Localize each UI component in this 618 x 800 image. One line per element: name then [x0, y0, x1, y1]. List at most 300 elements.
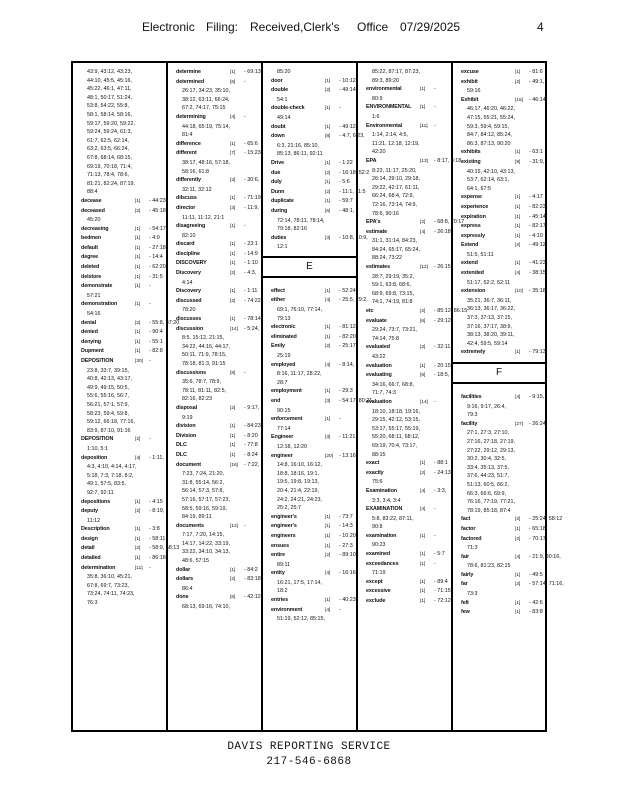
- index-count: [12]: [230, 523, 239, 529]
- index-continuation: 56:14, 57:3, 57:8,: [182, 488, 224, 495]
- index-count: [1]: [515, 610, 521, 616]
- index-count: [1]: [515, 204, 521, 210]
- index-continuation: 29:24, 73:7, 73:21,: [372, 327, 417, 334]
- index-refs: - 25:5, 29:2,: [339, 297, 368, 304]
- header-filing: Filing:: [206, 20, 239, 34]
- index-continuation: 8:23, 11:17, 25:20,: [372, 167, 417, 174]
- index-continuation: 83:9, 87:10, 91:16: [87, 427, 131, 434]
- index-continuation: 12:18, 12:20: [277, 443, 307, 450]
- index-entry: [461, 553, 561, 563]
- index-count: [1]: [420, 363, 426, 369]
- index-frame: [71, 61, 564, 732]
- index-word: duplicate: [271, 198, 294, 205]
- index-continuation: 48:6, 57:15: [182, 558, 209, 565]
- index-entry: [176, 287, 258, 297]
- index-refs: -: [434, 104, 436, 111]
- index-continuation: 38:12, 63:11, 66:24,: [182, 96, 230, 103]
- index-word: employed: [271, 361, 296, 368]
- index-refs: - 49:12: [339, 123, 356, 130]
- index-refs: - 59:7: [339, 198, 353, 205]
- index-word: denied: [81, 329, 98, 336]
- index-refs: - 5:24,: [244, 325, 260, 332]
- index-count: [4]: [325, 362, 331, 368]
- index-refs: - 70:17,: [529, 535, 548, 542]
- index-refs: - 32:11,: [434, 344, 452, 351]
- index-entry: [176, 451, 258, 461]
- index-count: [1]: [515, 526, 521, 532]
- index-word: exactly: [366, 469, 384, 476]
- index-word: entire: [271, 552, 286, 559]
- index-word: Drive: [271, 159, 284, 166]
- index-word: determination: [81, 564, 116, 571]
- index-entry: [366, 307, 468, 317]
- index-continuation: 63:2, 63:5, 66:24,: [87, 146, 129, 153]
- index-continuation: 34:22, 44:16, 44:17,: [182, 343, 230, 350]
- index-entry: [271, 323, 356, 333]
- index-refs: - 88:1: [434, 460, 448, 467]
- index-refs: - 30:6,: [244, 177, 260, 184]
- index-refs: - 9:17,: [244, 404, 260, 411]
- index-word: DEPOSITION: [81, 436, 114, 443]
- index-entry: [461, 259, 546, 269]
- index-word: Discovery: [176, 270, 201, 277]
- index-entry: [81, 347, 163, 357]
- index-entry: [81, 525, 160, 535]
- index-entry: [176, 593, 263, 603]
- index-count: [1]: [230, 261, 236, 267]
- index-word: detailed: [81, 555, 101, 562]
- index-word: evaluate: [366, 317, 387, 324]
- index-refs: - 9:15,: [529, 394, 545, 400]
- index-entry: [81, 197, 166, 207]
- index-entry: [271, 361, 355, 371]
- index-entry: [81, 338, 163, 348]
- index-continuation: 54:1: [277, 96, 288, 103]
- index-count: [6]: [420, 373, 426, 379]
- index-entry: [366, 362, 451, 372]
- index-count: [1]: [515, 233, 521, 239]
- index-entry: [176, 250, 258, 260]
- index-continuation: 9:16, 9:17, 26:4,: [467, 403, 506, 410]
- index-word: down: [271, 133, 285, 140]
- index-word: default: [81, 244, 98, 251]
- index-refs: - 82:17: [529, 223, 546, 230]
- index-column-5: [453, 63, 564, 730]
- page-number: 4: [537, 20, 544, 34]
- index-word: evaluated: [366, 344, 390, 351]
- index-entry: [271, 452, 358, 462]
- index-refs: -: [339, 105, 341, 112]
- index-count: [1]: [230, 70, 236, 75]
- index-count: [1]: [135, 330, 141, 336]
- index-continuation: 75:6: [372, 479, 383, 486]
- index-entry: [81, 207, 168, 217]
- index-continuation: 67:8, 69:7, 73:23,: [87, 582, 129, 589]
- index-continuation: 4:3, 4:10, 4:14, 4:17,: [87, 464, 137, 471]
- index-refs: -: [149, 436, 151, 443]
- index-count: [1]: [135, 284, 141, 290]
- index-refs: -: [434, 532, 436, 539]
- index-refs: - 8:17, 8:18,: [434, 157, 463, 164]
- index-continuation: 88:15: [372, 451, 386, 458]
- index-continuation: 49:9, 49:15, 50:5,: [87, 384, 129, 391]
- index-continuation: 86:4: [182, 585, 193, 592]
- index-count: [4]: [515, 554, 521, 560]
- index-continuation: 8:16, 11:17, 28:22,: [277, 371, 322, 378]
- index-continuation: 37:6, 44:23, 51:7,: [467, 473, 509, 480]
- index-continuation: 18:8, 18:16, 19:1,: [277, 470, 319, 477]
- index-refs: -: [244, 369, 246, 376]
- index-entry: [461, 420, 548, 430]
- index-word: during: [271, 207, 288, 214]
- index-entry: [81, 273, 163, 283]
- index-continuation: 69:1, 76:10, 77:14,: [277, 307, 322, 314]
- index-word: decreasing: [81, 225, 109, 232]
- index-refs: - 1:10: [244, 260, 258, 267]
- index-word: determined: [176, 78, 205, 85]
- index-entry: [271, 542, 353, 552]
- index-word: eliminated: [271, 333, 297, 340]
- index-refs: - 10:20: [339, 532, 356, 539]
- index-entry: [366, 343, 452, 353]
- index-entry: [461, 158, 545, 168]
- index-refs: - 84:23: [244, 423, 261, 430]
- index-count: [4]: [230, 114, 236, 120]
- index-count: [1]: [515, 70, 521, 75]
- index-word: demonstrate: [81, 283, 113, 290]
- index-word: duly: [271, 179, 282, 186]
- index-count: [1]: [135, 255, 141, 261]
- index-continuation: 88:4: [87, 189, 98, 196]
- index-continuation: 28:7, 29:19, 35:2,: [372, 273, 414, 280]
- index-continuation: 85:13, 86:11, 92:11: [277, 151, 323, 158]
- index-word: Division: [176, 432, 197, 439]
- index-entry: [176, 522, 255, 532]
- index-count: [11]: [135, 565, 143, 571]
- index-word: denying: [81, 338, 101, 345]
- index-continuation: 72:14, 78:11, 78:14,: [277, 217, 325, 224]
- index-count: [4]: [325, 607, 331, 613]
- index-count: [1]: [230, 424, 236, 430]
- index-refs: - 8:14,: [339, 361, 355, 368]
- index-continuation: 44:10, 45:5, 45:16,: [87, 77, 132, 84]
- index-column-1: [73, 63, 180, 730]
- index-entry: [271, 77, 356, 87]
- index-entry: [461, 78, 545, 88]
- index-refs: -: [434, 506, 436, 513]
- index-entry: [366, 578, 448, 588]
- index-continuation: 56:21, 57:1, 57:9,: [87, 401, 129, 408]
- index-count: [7]: [230, 151, 236, 157]
- index-count: [4]: [135, 455, 141, 461]
- index-entry: [461, 222, 546, 232]
- index-refs: - 52:24: [339, 287, 356, 294]
- index-continuation: 53:8, 54:22, 55:8,: [87, 103, 129, 110]
- index-refs: - 73:7: [339, 513, 353, 520]
- index-entry: [81, 244, 166, 254]
- index-refs: -: [149, 301, 151, 308]
- index-continuation: 36:13, 36:17, 36:22,: [467, 306, 515, 313]
- index-entry: [81, 544, 180, 554]
- index-count: [6]: [325, 208, 331, 214]
- index-continuation: 7:23, 7:24, 21:20,: [182, 471, 224, 478]
- index-continuation: 31:1, 31:14, 84:23,: [372, 238, 417, 245]
- index-continuation: 69:19, 70:18, 71:4,: [87, 163, 132, 170]
- index-entry: [461, 269, 548, 279]
- index-count: [3]: [515, 582, 521, 588]
- index-refs: -: [339, 416, 341, 423]
- index-entry: [176, 204, 259, 214]
- index-word: door: [271, 77, 283, 84]
- index-continuation: 9:19: [182, 414, 193, 421]
- index-word: environment: [271, 606, 303, 613]
- index-continuation: 25:19: [277, 353, 291, 360]
- index-continuation: 51:5, 51:11: [467, 251, 494, 258]
- index-entry: [461, 515, 563, 525]
- index-continuation: 18:2: [277, 588, 288, 595]
- index-continuation: 29:22, 42:17, 61:11,: [372, 184, 420, 191]
- index-word: entity: [271, 570, 285, 577]
- index-word: EPA: [366, 157, 377, 164]
- index-entry: [176, 240, 258, 250]
- index-continuation: 92:7, 92:11: [87, 489, 114, 496]
- index-word: Dupment: [81, 348, 104, 355]
- index-continuation: 33:22, 34:10, 34:13,: [182, 549, 230, 556]
- index-refs: -: [244, 78, 246, 85]
- index-refs: - 26:15,: [434, 264, 453, 271]
- index-count: [4]: [515, 395, 521, 400]
- index-count: [1]: [135, 527, 141, 533]
- index-count: [1]: [420, 589, 426, 595]
- index-count: [1]: [515, 214, 521, 220]
- index-continuation: 68:9, 69:8, 73:15,: [372, 290, 414, 297]
- index-continuation: 59:1, 63:8, 68:6,: [372, 282, 411, 289]
- index-count: [2]: [325, 189, 331, 195]
- index-entry: [461, 580, 564, 590]
- index-refs: -: [244, 223, 246, 230]
- index-continuation: 51:13, 60:5, 66:2,: [467, 481, 509, 488]
- index-continuation: 73:24, 74:11, 74:23,: [87, 591, 135, 598]
- index-entry: [461, 348, 546, 358]
- index-count: [1]: [135, 339, 141, 345]
- index-continuation: 1:10, 5:1: [87, 445, 108, 452]
- index-count: [1]: [420, 579, 426, 585]
- index-refs: - 55:8, 87:20: [149, 319, 180, 326]
- index-word: expense: [461, 194, 482, 201]
- index-entry: [271, 551, 358, 561]
- index-continuation: 80:9: [372, 95, 383, 102]
- index-word: extension: [461, 288, 486, 295]
- index-refs: - 23:1: [244, 241, 258, 248]
- index-word: dollars: [176, 576, 193, 583]
- index-continuation: 20:4, 21:4, 22:19,: [277, 487, 319, 494]
- index-refs: - 54:17, 80:21,: [339, 398, 374, 404]
- index-word: ensues: [271, 542, 289, 549]
- index-entry: [81, 328, 163, 338]
- index-continuation: 16:21, 17:5, 17:14,: [277, 579, 322, 586]
- index-word: DISCOVERY: [176, 260, 207, 267]
- index-refs: - 57:14, 71:16,: [529, 581, 564, 588]
- index-entry: [81, 319, 180, 329]
- index-count: [2]: [135, 320, 141, 326]
- index-word: effect: [271, 287, 285, 294]
- index-count: [1]: [515, 150, 521, 156]
- index-word: factor: [461, 525, 476, 532]
- index-entry: [271, 287, 356, 297]
- index-word: duties: [271, 234, 287, 241]
- index-refs: - 20:15: [434, 362, 451, 369]
- index-count: [1]: [515, 600, 521, 606]
- index-count: [1]: [135, 349, 141, 355]
- index-entry: [271, 178, 350, 188]
- index-refs: - 42:12,: [244, 594, 263, 601]
- index-refs: - 77:8: [244, 442, 258, 449]
- index-refs: - 1:11,: [149, 454, 164, 461]
- index-continuation: 84:24, 65:17, 65:24,: [372, 246, 420, 253]
- index-continuation: 81:21, 82:24, 87:19,: [87, 180, 135, 187]
- index-word: doubt: [271, 123, 286, 130]
- index-continuation: 76:16, 77:19, 77:21,: [467, 499, 515, 506]
- index-word: director: [176, 204, 196, 211]
- index-count: [1]: [515, 572, 521, 578]
- index-continuation: 47:15, 55:21, 55:24,: [467, 114, 515, 121]
- index-entry: [461, 241, 548, 251]
- index-word: engineer: [271, 452, 293, 459]
- index-continuation: 45:20: [87, 217, 101, 224]
- index-continuation: 48:1, 50:17, 51:24,: [87, 94, 132, 101]
- section-letter: F: [453, 362, 545, 384]
- index-count: [30]: [135, 359, 144, 364]
- index-entry: [176, 441, 258, 451]
- index-continuation: 12:1: [277, 244, 288, 251]
- index-count: [1]: [135, 274, 141, 280]
- index-continuation: 38:17, 48:16, 57:18,: [182, 159, 230, 166]
- index-count: [1]: [420, 87, 426, 93]
- index-continuation: 71:3: [467, 545, 478, 552]
- index-count: [1]: [420, 533, 426, 539]
- index-entry: [176, 68, 261, 78]
- index-continuation: 90:23: [372, 542, 386, 549]
- index-count: [8]: [325, 134, 331, 140]
- index-count: [1]: [420, 105, 426, 111]
- index-word: expressly: [461, 232, 485, 239]
- index-word: employment: [271, 388, 302, 395]
- index-entry: [81, 564, 160, 574]
- index-count: [2]: [515, 536, 521, 542]
- index-word: Discovery: [176, 288, 201, 295]
- index-word: document: [176, 461, 201, 468]
- index-continuation: 7:17, 7:20, 14:15,: [182, 532, 224, 539]
- index-refs: -: [244, 113, 246, 120]
- index-count: [1]: [135, 556, 141, 562]
- index-entry: [176, 176, 260, 186]
- index-word: demonstration: [81, 301, 118, 308]
- index-refs: - 16:18, 52:2: [339, 169, 370, 176]
- index-refs: - 41:23: [529, 260, 546, 267]
- index-word: far: [461, 581, 468, 588]
- index-continuation: 46:17, 46:20, 46:22,: [467, 106, 515, 113]
- index-count: [2]: [135, 437, 141, 443]
- index-continuation: 58:23, 59:4, 59:8,: [87, 410, 129, 417]
- index-word: ENVIRONMENTAL: [366, 104, 412, 111]
- index-continuation: 57:16, 57:17, 57:23,: [182, 496, 230, 503]
- index-continuation: 53:17, 55:17, 55:19,: [372, 425, 420, 432]
- index-refs: - 49:5: [529, 571, 543, 578]
- index-entry: [461, 287, 548, 297]
- index-continuation: 11:21, 12:18, 12:19,: [372, 140, 420, 147]
- index-entry: [176, 113, 255, 123]
- index-entry: [271, 123, 356, 133]
- index-count: [2]: [230, 271, 236, 277]
- index-entry: [176, 325, 260, 335]
- index-count: [1]: [325, 78, 331, 84]
- index-word: engineers: [271, 532, 296, 539]
- index-refs: - 27:3: [339, 542, 353, 549]
- index-count: [2]: [230, 298, 236, 304]
- index-entry: [271, 606, 350, 616]
- index-continuation: 4:14: [182, 279, 193, 286]
- index-continuation: 89:11: [277, 561, 291, 568]
- index-count: [1]: [420, 552, 426, 558]
- index-entry: [176, 194, 261, 204]
- index-count: [6]: [420, 318, 426, 324]
- index-entry: [271, 234, 368, 244]
- index-continuation: 86:3, 87:13, 90:20: [467, 140, 511, 147]
- index-continuation: 59:17, 59:20, 59:22,: [87, 120, 135, 127]
- index-refs: - 72:12: [434, 598, 451, 605]
- index-refs: - 45:18,: [149, 207, 168, 214]
- index-word: facility: [461, 420, 478, 427]
- index-count: [2]: [230, 577, 236, 583]
- index-count: [4]: [420, 229, 426, 235]
- index-refs: - 71:19: [244, 195, 261, 202]
- index-continuation: 69:19, 70:4, 73:17,: [372, 442, 417, 449]
- index-refs: - 55:1: [149, 338, 163, 345]
- index-word: evaluation: [366, 398, 392, 405]
- index-word: exact: [366, 460, 380, 467]
- index-continuation: 49:1, 57:5, 83:5,: [87, 481, 126, 488]
- index-word: denial: [81, 319, 96, 326]
- index-word: fairly: [461, 571, 474, 578]
- header-received: Received,Clerk's: [250, 20, 340, 34]
- index-count: [1]: [230, 141, 236, 147]
- index-refs: -: [434, 86, 436, 93]
- index-word: done: [176, 594, 189, 601]
- index-refs: - 85:12, 86:15: [434, 308, 468, 315]
- index-refs: - 71:15: [434, 588, 451, 595]
- index-refs: - 4:15: [149, 498, 163, 505]
- index-word: Emily: [271, 343, 285, 350]
- index-refs: - 4:17: [529, 194, 543, 201]
- index-count: [1]: [135, 245, 141, 251]
- index-continuation: 82:16, 82:23: [182, 396, 212, 403]
- index-continuation: 53:7, 62:14, 63:1,: [467, 177, 509, 184]
- index-refs: - 11:9,: [244, 204, 259, 211]
- index-entry: [81, 435, 160, 445]
- index-refs: - 4:9: [149, 235, 160, 242]
- index-word: DLC: [176, 442, 187, 449]
- index-entry: [176, 78, 255, 88]
- header-date: 07/29/2025: [400, 20, 461, 34]
- index-word: deposition: [81, 454, 108, 461]
- index-count: [14]: [230, 326, 239, 332]
- index-count: [1]: [325, 543, 331, 549]
- index-entry: [366, 371, 450, 381]
- index-continuation: 35:21, 36:7, 36:11,: [467, 297, 512, 304]
- index-continuation: 66:24, 68:4, 72:9,: [372, 193, 414, 200]
- index-entry: [366, 103, 445, 113]
- index-word: factored: [461, 535, 482, 542]
